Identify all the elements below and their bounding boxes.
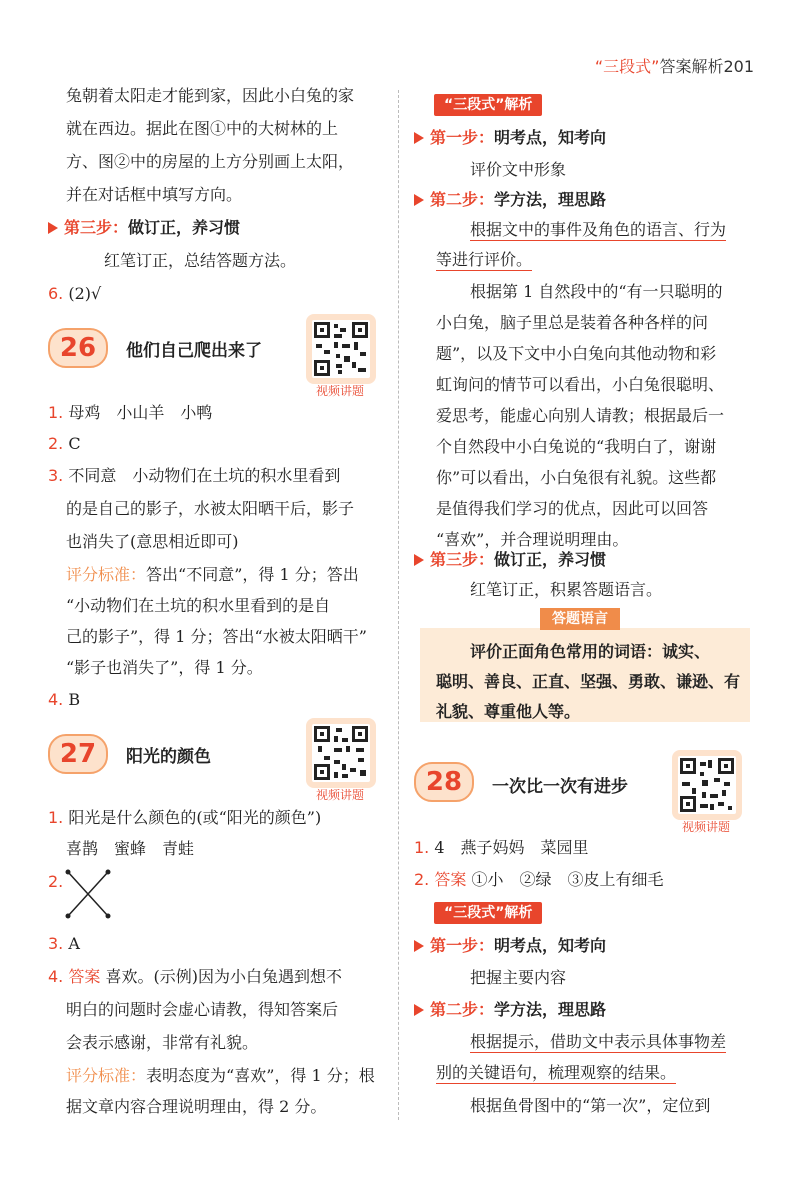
text-line: 等进行评价。 [436, 250, 533, 269]
l26-q3: 3. 不同意 小动物们在土坑的积水里看到 [48, 466, 341, 485]
box-line: 礼貌、尊重他人等。 [436, 702, 581, 721]
step3-heading: 第三步：做订正，养习惯 [48, 218, 240, 238]
l27-q2: 2. [48, 872, 64, 891]
l27-q1: 1. 阳光是什么颜色的(或“阳光的颜色”) [48, 808, 322, 827]
arrow-bullet-icon [414, 1004, 424, 1016]
step2-heading: 第二步：学方法，理思路 [414, 1000, 606, 1020]
l27-score: 评分标准：表明态度为“喜欢”，得 1 分；根 [66, 1066, 375, 1085]
analysis-tag: “三段式”解析 [434, 902, 542, 924]
text-line: 题”，以及下文中小白兔向其他动物和彩 [436, 344, 717, 363]
step3-detail: 红笔订正，总结答题方法。 [104, 251, 297, 270]
l26-q1: 1. 母鸡 小山羊 小鸭 [48, 403, 213, 422]
matching-lines-diagram [64, 868, 114, 922]
arrow-bullet-icon [414, 940, 424, 952]
lesson-title: 阳光的颜色 [126, 747, 211, 767]
text-line: 兔朝着太阳走才能到家，因此小白兔的家 [66, 86, 355, 105]
text-line: 小白兔，脑子里总是装着各种各样的问 [436, 313, 709, 332]
text-line: 方、图②中的房屋的上方分别画上太阳， [66, 152, 355, 171]
text-line: 根据文中的事件及角色的语言、行为 [470, 220, 727, 239]
step3-heading: 第三步：做订正，养习惯 [414, 550, 606, 570]
text-line: 个自然段中小白兔说的“我明白了，谢谢 [436, 437, 717, 456]
header-brand: “三段式” [594, 57, 660, 76]
text-line: “喜欢”，并合理说明理由。 [436, 530, 629, 549]
l26-q4: 4. B [48, 690, 81, 709]
step2-heading: 第二步：学方法，理思路 [414, 190, 606, 210]
step1-detail: 把握主要内容 [470, 968, 567, 987]
column-divider [398, 90, 399, 1120]
header-title: 答案解析201 [659, 57, 754, 76]
text-line: 是值得我们学习的优点，因此可以回答 [436, 499, 709, 518]
text-line: 就在西边。据此在图①中的大树林的上 [66, 119, 339, 138]
step1-heading: 第一步：明考点，知考向 [414, 936, 606, 956]
text-line: 你”可以看出，小白兔很有礼貌。这些都 [436, 468, 717, 487]
text-line: 爱思考，能虚心向别人请教；根据最后一 [436, 406, 725, 425]
q6: 6. (2)√ [48, 284, 102, 303]
arrow-bullet-icon [48, 222, 58, 234]
lesson-number-badge: 27 [48, 734, 108, 774]
lesson-number-badge: 28 [414, 762, 474, 802]
text-line: 会表示感谢，非常有礼貌。 [66, 1033, 259, 1052]
text-line: “影子也消失了”，得 1 分。 [66, 658, 263, 677]
l28-q2: 2. 答案 ①小 ②绿 ③皮上有细毛 [414, 870, 664, 889]
text-line: 并在对话框中填写方向。 [66, 185, 243, 204]
text-line: 明白的问题时会虚心请教，得知答案后 [66, 1000, 339, 1019]
qr-code-icon[interactable] [306, 718, 376, 788]
lesson-number-badge: 26 [48, 328, 108, 368]
qr-caption: 视频讲题 [682, 820, 731, 834]
qr-caption: 视频讲题 [316, 788, 365, 802]
box-line: 评价正面角色常用的词语：诚实、 [470, 642, 711, 661]
lesson-title: 一次比一次有进步 [492, 777, 628, 797]
arrow-bullet-icon [414, 194, 424, 206]
step1-detail: 评价文中形象 [470, 160, 567, 179]
text-line: 也消失了(意思相近即可) [66, 532, 239, 551]
l26-q2: 2. C [48, 434, 81, 453]
box-line: 聪明、善良、正直、坚强、勇敢、谦逊、有 [436, 672, 741, 691]
text-line: “小动物们在土坑的积水里看到的是自 [66, 596, 331, 615]
analysis-tag: “三段式”解析 [434, 94, 542, 116]
qr-code-icon[interactable] [306, 314, 376, 384]
qr-caption: 视频讲题 [316, 384, 365, 398]
text-line: 别的关键语句，梳理观察的结果。 [436, 1063, 677, 1082]
arrow-bullet-icon [414, 132, 424, 144]
l28-q1: 1. 4 燕子妈妈 菜园里 [414, 838, 589, 857]
l26-score: 评分标准：答出“不同意”，得 1 分；答出 [66, 565, 359, 584]
step1-heading: 第一步：明考点，知考向 [414, 128, 606, 148]
text-line: 据文章内容合理说明理由，得 2 分。 [66, 1097, 327, 1116]
qr-code-icon[interactable] [672, 750, 742, 820]
step3-detail: 红笔订正，积累答题语言。 [470, 580, 663, 599]
text-line: 的是自己的影子，水被太阳晒干后，影子 [66, 499, 355, 518]
text-line: 喜鹊 蜜蜂 青蛙 [66, 839, 195, 858]
l27-q3: 3. A [48, 934, 80, 953]
text-line: 己的影子”，得 1 分；答出“水被太阳晒干” [66, 627, 367, 646]
text-line: 根据鱼骨图中的“第一次”，定位到 [470, 1096, 711, 1115]
page-header [595, 54, 754, 77]
arrow-bullet-icon [414, 554, 424, 566]
lesson-title: 他们自己爬出来了 [126, 341, 262, 361]
text-line: 虹询问的情节可以看出，小白兔很聪明、 [436, 375, 725, 394]
text-line: 根据提示，借助文中表示具体事物差 [470, 1032, 727, 1051]
answer-language-tag: 答题语言 [540, 608, 620, 630]
l27-q4: 4. 答案 喜欢。(示例)因为小白兔遇到想不 [48, 967, 342, 986]
text-line: 根据第 1 自然段中的“有一只聪明的 [470, 282, 723, 301]
